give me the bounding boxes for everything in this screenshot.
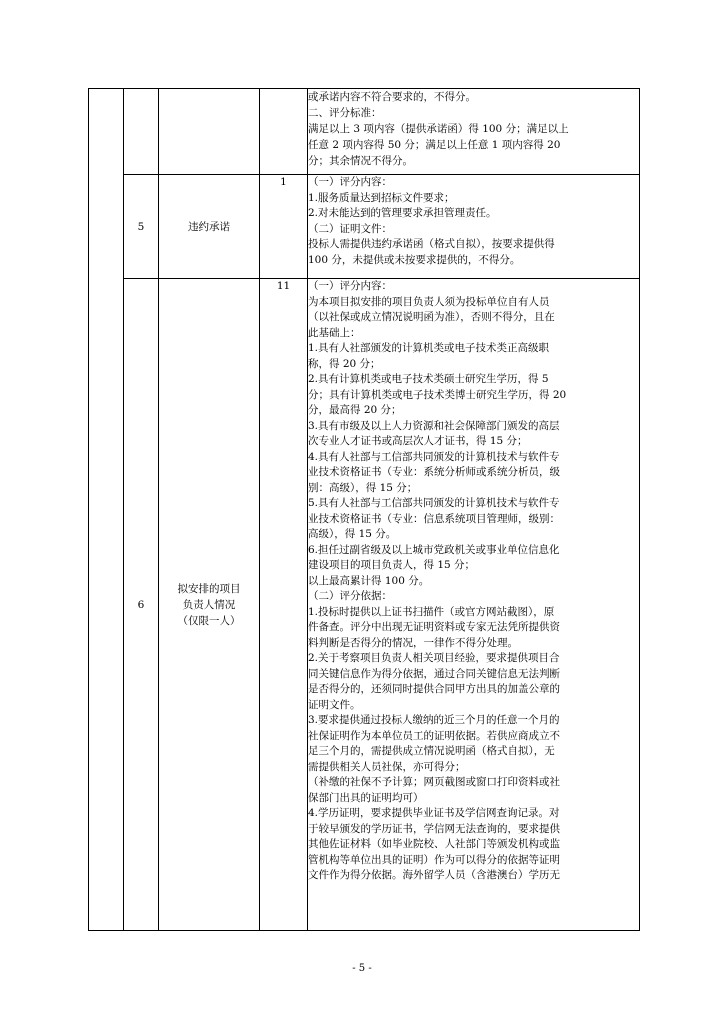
text-line: 于较早颁发的学历证书，学信网无法查询的，要求提供 <box>308 822 560 835</box>
text-line: 社保证明作为本单位员工的证明依据。若供应商成立不 <box>308 729 560 742</box>
page-number: - 5 - <box>352 963 372 974</box>
text-line: 其他佐证材料（如毕业院校、人社部门等颁发机构或监 <box>308 838 560 850</box>
text-line: 二、评分标准： <box>308 107 382 119</box>
text-line: 次专业人才证书或高层次人才证书，得 15 分； <box>308 435 528 447</box>
text-line: 此基础上： <box>308 326 361 339</box>
text-line: 件备查。评分中出现无证明资料或专家无法凭所提供资 <box>308 621 560 633</box>
item-name: 违约承诺 <box>159 175 260 279</box>
text-line: 3.要求提供通过投标人缴纳的近三个月的任意一个月的 <box>308 714 560 726</box>
item-name <box>159 279 260 931</box>
text-line: 称，得 20 分； <box>308 357 381 370</box>
text-line: （补缴的社保不予计算；网页截图或窗口打印资料或社 <box>308 776 560 788</box>
item-score: 1 <box>260 175 308 279</box>
item-name-line: 拟安排的项目 <box>177 582 241 595</box>
item-name-cell <box>159 89 260 175</box>
criteria-cell <box>308 175 640 279</box>
text-line: （二）评分依据： <box>308 590 392 602</box>
text-line: 别：高级），得 15 分； <box>308 481 418 494</box>
text-line: 足三个月的，需提供成立情况说明函（格式自拟），无 <box>308 745 555 757</box>
text-line: 料判断是否得分的情况，一律作不得分处理。 <box>308 636 518 649</box>
text-line: 分，最高得 20 分； <box>308 404 402 416</box>
text-line: 高级），得 15 分。 <box>308 528 397 540</box>
text-line: 文件作为得分依据。海外留学人员（含港澳台）学历无 <box>308 869 560 881</box>
text-line: （一）评分内容： <box>308 176 392 188</box>
text-line: 1.投标时提供以上证书扫描件（或官方网站截图），原 <box>308 605 555 618</box>
score-cell <box>260 89 308 175</box>
text-line: 业技术资格证书（专业：系统分析师或系统分析员，级 <box>308 466 560 478</box>
item-name-line: （仅限一人） <box>177 614 241 627</box>
table-row-5 <box>89 175 640 279</box>
text-line: 需提供相关人员社保，亦可得分； <box>308 760 466 773</box>
text-line: 以上最高累计得 100 分。 <box>308 574 430 587</box>
row-number-cell <box>124 89 159 175</box>
criteria-cell <box>308 89 640 175</box>
text-line: 同关键信息作为得分依据，通过合同关键信息无法判断 <box>308 667 560 680</box>
text-line: 2.关于考察项目负责人相关项目经验，要求提供项目合 <box>308 652 560 664</box>
text-line: （一）评分内容： <box>308 280 392 292</box>
text-line: 业技术资格证书（专业：信息系统项目管理师，级别： <box>308 512 560 525</box>
text-line: 分；具有计算机类或电子技术类博士研究生学历，得 20 <box>308 388 567 401</box>
text-line: 5.具有人社部与工信部共同颁发的计算机技术与软件专 <box>308 497 560 509</box>
text-line: 分；其余情况不得分。 <box>308 155 413 167</box>
text-line: 4.学历证明，要求提供毕业证书及学信网查询记录。对 <box>308 807 560 819</box>
row-number: 6 <box>124 279 159 931</box>
text-line: 管机构等单位出具的证明）作为可以得分的依据等证明 <box>308 853 560 866</box>
text-line: 满足以上 3 项内容（提供承诺函）得 100 分；满足以上 <box>308 123 569 135</box>
text-line: 投标人需提供违约承诺函（格式自拟），按要求提供得 <box>308 238 555 250</box>
text-line: 1.具有人社部颁发的计算机类或电子技术类正高级职 <box>308 342 550 354</box>
text-line: 保部门出具的证明均可） <box>308 791 424 804</box>
text-line: 3.具有市级及以上人力资源和社会保障部门颁发的高层 <box>308 419 560 432</box>
text-line: 2.具有计算机类或电子技术类硕士研究生学历，得 5 <box>308 373 549 385</box>
text-line: 是否得分的，还须同时提供合同甲方出具的加盖公章的 <box>308 683 560 695</box>
text-line: 100 分，未提供或未按要求提供的，不得分。 <box>308 253 521 266</box>
item-score: 11 <box>260 279 308 931</box>
table-row-6 <box>89 279 640 931</box>
item-name-line: 负责人情况 <box>182 598 236 611</box>
evaluation-table <box>88 88 640 931</box>
text-line: 6.担任过副省级及以上城市党政机关或事业单位信息化 <box>308 543 560 556</box>
text-line: 证明文件。 <box>308 698 361 711</box>
text-line: （二）证明文件： <box>308 222 392 235</box>
text-line: 2.对未能达到的管理要求承担管理责任。 <box>308 207 497 219</box>
text-line: （以社保或成立情况说明函为准），否则不得分，且在 <box>308 311 555 323</box>
text-line: 1.服务质量达到招标文件要求； <box>308 191 455 204</box>
row-number: 5 <box>124 175 159 279</box>
text-line: 建设项目的项目负责人，得 15 分； <box>308 559 476 571</box>
text-line: 任意 2 项内容得 50 分；满足以上任意 1 项内容得 20 <box>308 139 561 151</box>
criteria-cell <box>308 279 640 931</box>
outer-left-cell <box>89 89 124 931</box>
text-line: 或承诺内容不符合要求的，不得分。 <box>308 91 476 103</box>
text-line: 4.具有人社部与工信部共同颁发的计算机技术与软件专 <box>308 450 560 463</box>
text-line: 为本项目拟安排的项目负责人须为投标单位自有人员 <box>308 295 550 308</box>
table-row-continued <box>89 89 640 175</box>
